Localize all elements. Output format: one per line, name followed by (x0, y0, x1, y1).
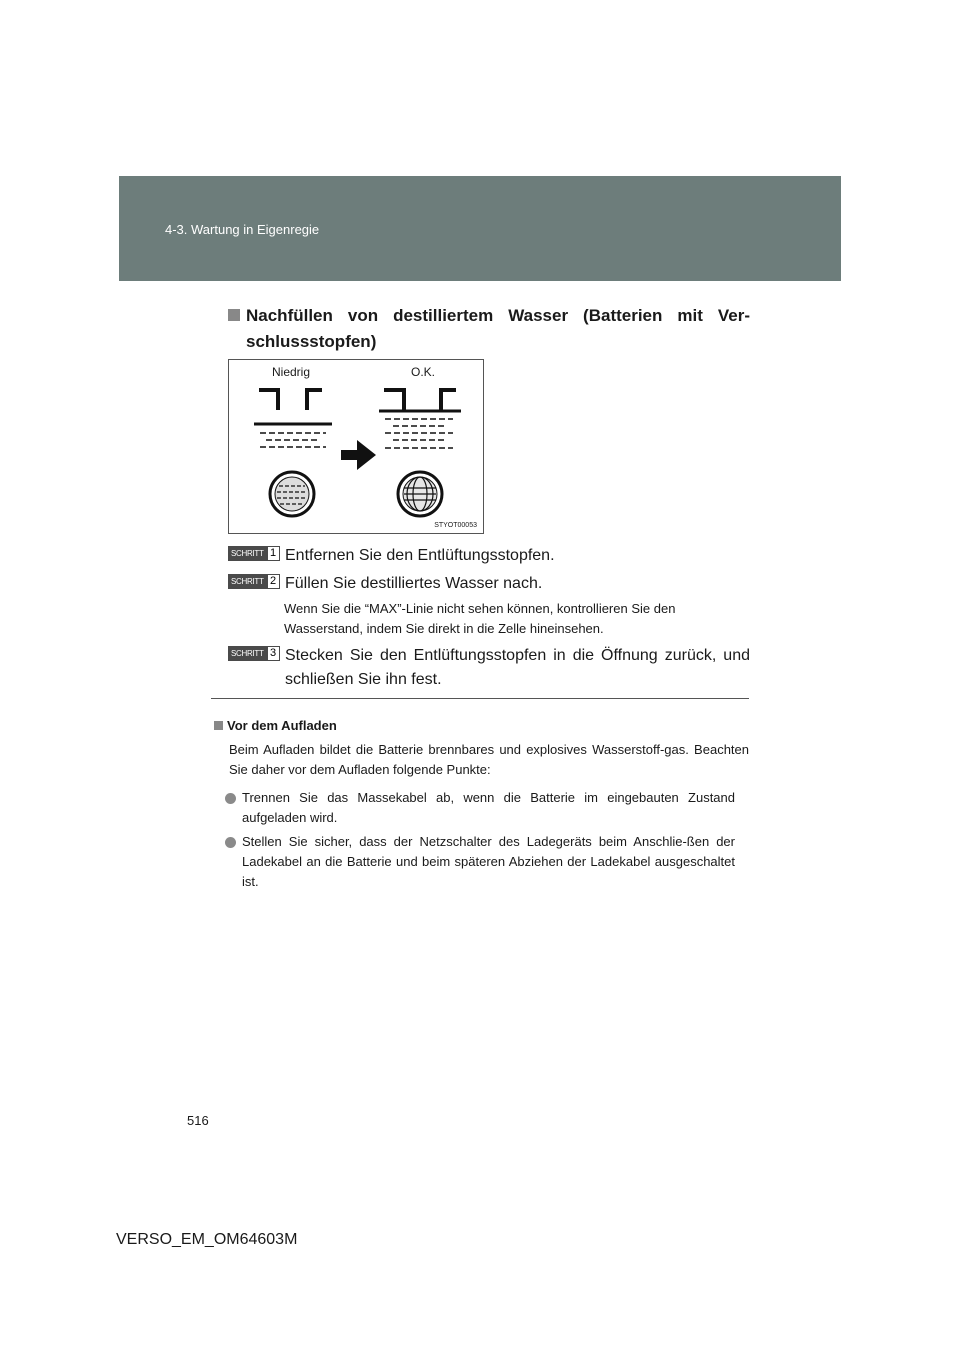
ok-level-top-view-icon (398, 472, 442, 516)
divider (211, 698, 749, 699)
info-title (214, 718, 337, 733)
step-badge-label: SCHRITT (228, 546, 267, 561)
document-code: VERSO_EM_OM64603M (116, 1231, 298, 1248)
step-text: Entfernen Sie den Entlüftungsstopfen. (285, 547, 555, 564)
step-3 (228, 644, 750, 692)
step-badge (228, 574, 280, 589)
step-1 (228, 544, 750, 568)
info-bullet (225, 788, 735, 828)
step-badge (228, 546, 280, 561)
header-band (119, 176, 841, 281)
step-2-note: Wenn Sie die “MAX”-Linie nicht sehen können, kontrollieren Sie den Wasserstand, indem Sie direkt in die Zelle hineinsehen. (284, 601, 676, 636)
arrow-right-icon (341, 440, 376, 470)
step-badge (228, 646, 280, 661)
figure-code: STYOT00053 (434, 522, 477, 529)
info-body: Beim Aufladen bildet die Batterie brennbares und explosives Wasserstoff-gas. Beachten Sie daher vor dem Aufladen folgende Punkte: (229, 742, 749, 777)
info-square-icon (214, 721, 223, 730)
info-title-text: Vor dem Aufladen (227, 718, 337, 733)
step-badge-number: 1 (267, 546, 280, 561)
step-badge-number: 2 (267, 574, 280, 589)
bullet-text: Trennen Sie das Massekabel ab, wenn die Batterie im eingebauten Zustand aufgeladen wird. (242, 790, 735, 825)
low-level-vent-icon (259, 390, 322, 410)
heading-text: Nachfüllen von destilliertem Wasser (Batterien mit Ver-schlussstopfen) (246, 306, 750, 351)
step-badge-number: 3 (267, 646, 280, 661)
battery-water-level-figure (228, 359, 484, 534)
step-badge-label: SCHRITT (228, 646, 267, 661)
ok-level-water-icon (385, 419, 453, 448)
page-number: 516 (187, 1113, 209, 1128)
bullet-text: Stellen Sie sicher, dass der Netzschalter des Ladegeräts beim Anschlie-ßen der Ladekabel an die Batterie und beim späteren Abziehen der Ladekabel ausgeschaltet ist. (242, 834, 735, 889)
heading-square-icon (228, 309, 240, 321)
step-text: Stecken Sie den Entlüftungsstopfen in die Öffnung zurück, und schließen Sie ihn fest. (285, 647, 750, 688)
step-text: Füllen Sie destilliertes Wasser nach. (285, 575, 543, 592)
info-bullet (225, 832, 735, 892)
section-heading (228, 303, 750, 355)
step-badge-label: SCHRITT (228, 574, 267, 589)
water-level-illustration (229, 360, 485, 535)
bullet-dot-icon (225, 793, 236, 804)
section-label: 4-3. Wartung in Eigenregie (165, 222, 320, 237)
bullet-dot-icon (225, 837, 236, 848)
low-level-water-icon (260, 433, 326, 447)
figure-label-ok: O.K. (411, 365, 436, 379)
low-level-top-view-icon (270, 472, 314, 516)
figure-label-low: Niedrig (272, 365, 311, 379)
step-2 (228, 572, 750, 596)
ok-level-vent-icon (384, 390, 456, 410)
